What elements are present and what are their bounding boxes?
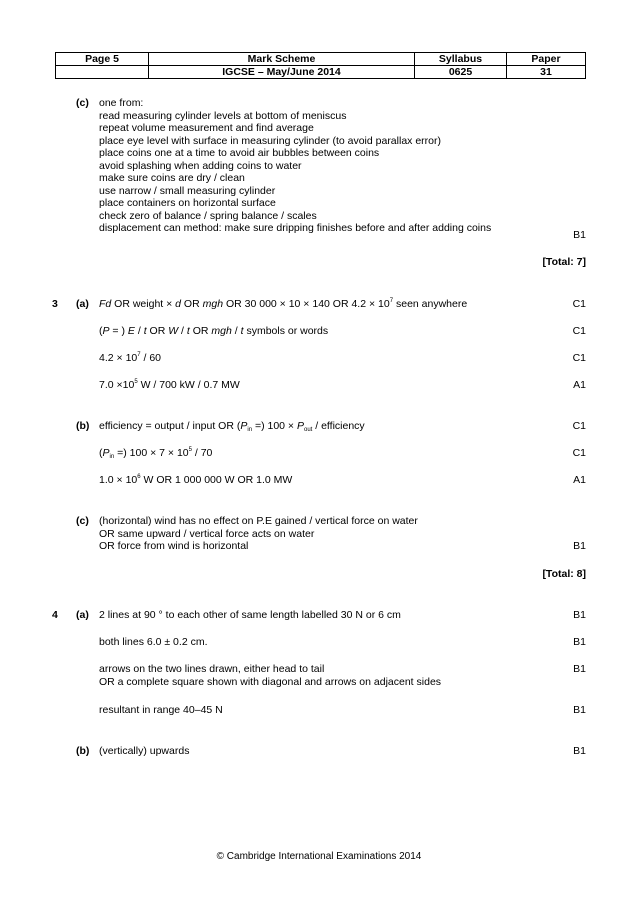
q3b-label: (b)	[76, 420, 90, 432]
syllabus-code: 0625	[415, 66, 507, 79]
q4a-row3	[99, 663, 441, 688]
q2c-line: make sure coins are dry / clean	[99, 172, 245, 184]
q2c-line: one from:	[99, 97, 144, 109]
q4b-mark: B1	[573, 745, 586, 757]
total-q3: [Total: 8]	[542, 568, 586, 580]
q3c-mark: B1	[573, 540, 586, 552]
q3c-label: (c)	[76, 515, 89, 527]
q3b-row3-mark: A1	[573, 474, 586, 486]
q4b-text: (vertically) upwards	[99, 745, 190, 757]
q3b-row1-mark: C1	[572, 420, 586, 432]
syllabus-label: Syllabus	[415, 53, 507, 66]
q4a-label: (a)	[76, 609, 89, 621]
q3a-row1-mark: C1	[572, 298, 586, 310]
q2c-line: place containers on horizontal surface	[99, 197, 276, 209]
footer-copyright: © Cambridge International Examinations 2014	[216, 851, 422, 862]
header-empty-cell	[56, 66, 149, 79]
q2c-line: read measuring cylinder levels at bottom of meniscus	[99, 109, 347, 122]
q3c-line: (horizontal) wind has no effect on P.E gained / vertical force on water	[99, 515, 418, 527]
q3-number: 3	[52, 298, 58, 310]
q2c-line: repeat volume measurement and find average	[99, 122, 314, 134]
q2c-line: place eye level with surface in measuring cylinder (to avoid parallax error)	[99, 134, 441, 147]
q3b-row3: $1.0 \times 10^6$ W OR 1 000 000 W OR 1.0 MW	[99, 474, 293, 486]
q3a-row2-mark: C1	[572, 325, 586, 337]
q4a-row1-mark: B1	[573, 609, 586, 621]
q4a-row1: 2 lines at 90 ° to each other of same length labelled 30 N or 6 cm	[99, 609, 401, 621]
q4b-label: (b)	[76, 745, 90, 757]
paper-label: Paper	[507, 53, 586, 66]
q2c-mark: B1	[573, 229, 586, 241]
paper-number: 31	[507, 66, 586, 79]
header-title: Mark Scheme	[149, 53, 415, 66]
exam-session: IGCSE – May/June 2014	[149, 66, 415, 79]
q3c-line: OR same upward / vertical force acts on water	[99, 527, 315, 540]
q4a-row3-mark: B1	[573, 663, 586, 675]
q3a-row4: $7.0 \times 10^5$ W / 700 kW / 0.7 MW	[99, 379, 240, 391]
q4a-row2-mark: B1	[573, 636, 586, 648]
q2c-line: displacement can method: make sure dripping finishes before and after adding coins	[99, 222, 492, 234]
q4a-row2: both lines 6.0 ± 0.2 cm.	[99, 636, 208, 648]
q2c-answer-list	[99, 97, 491, 235]
q3a-label: (a)	[76, 298, 89, 310]
q3a-row3-mark: C1	[572, 352, 586, 364]
q4a-row3-line: arrows on the two lines drawn, either head to tail	[99, 663, 325, 675]
q2c-line: avoid splashing when adding coins to water	[99, 159, 302, 172]
q2c-line: place coins one at a time to avoid air bubbles between coins	[99, 147, 380, 159]
page-number: Page 5	[56, 53, 149, 66]
q4a-row3-line: OR a complete square shown with diagonal and arrows on adjacent sides	[99, 675, 442, 688]
q3a-row3: $4.2 \times 10^7 / 60$	[99, 352, 162, 364]
q3b-row2-mark: C1	[572, 447, 586, 459]
q3b-row1: efficiency = output / input OR ($P_{in}$ =) $100 \times P_{out}$ / efficiency	[99, 420, 365, 433]
q3c-answer-list	[99, 515, 418, 553]
q3a-row4-mark: A1	[573, 379, 586, 391]
total-q2: [Total: 7]	[542, 256, 586, 268]
q4a-row4-mark: B1	[573, 704, 586, 716]
q3a-row1: Fd OR weight × d OR mgh OR 30 000 × 10 × 140 OR $4.2 \times 10^7$ seen anywhere	[99, 298, 468, 310]
q3a-row2: (P = ) E / t OR W / t OR mgh / t symbols or words	[99, 325, 329, 337]
q2c-line: use narrow / small measuring cylinder	[99, 184, 276, 197]
header-table	[55, 52, 586, 79]
q3c-line: OR force from wind is horizontal	[99, 540, 249, 552]
q3b-row2: ($P_{in}$ =) $100 \times 7 \times 10^5 / 70$	[99, 447, 213, 460]
q4a-row4: resultant in range 40–45 N	[99, 704, 223, 716]
q4-number: 4	[52, 609, 58, 621]
q2c-line: check zero of balance / spring balance / scales	[99, 209, 317, 222]
q2c-label: (c)	[76, 97, 89, 109]
